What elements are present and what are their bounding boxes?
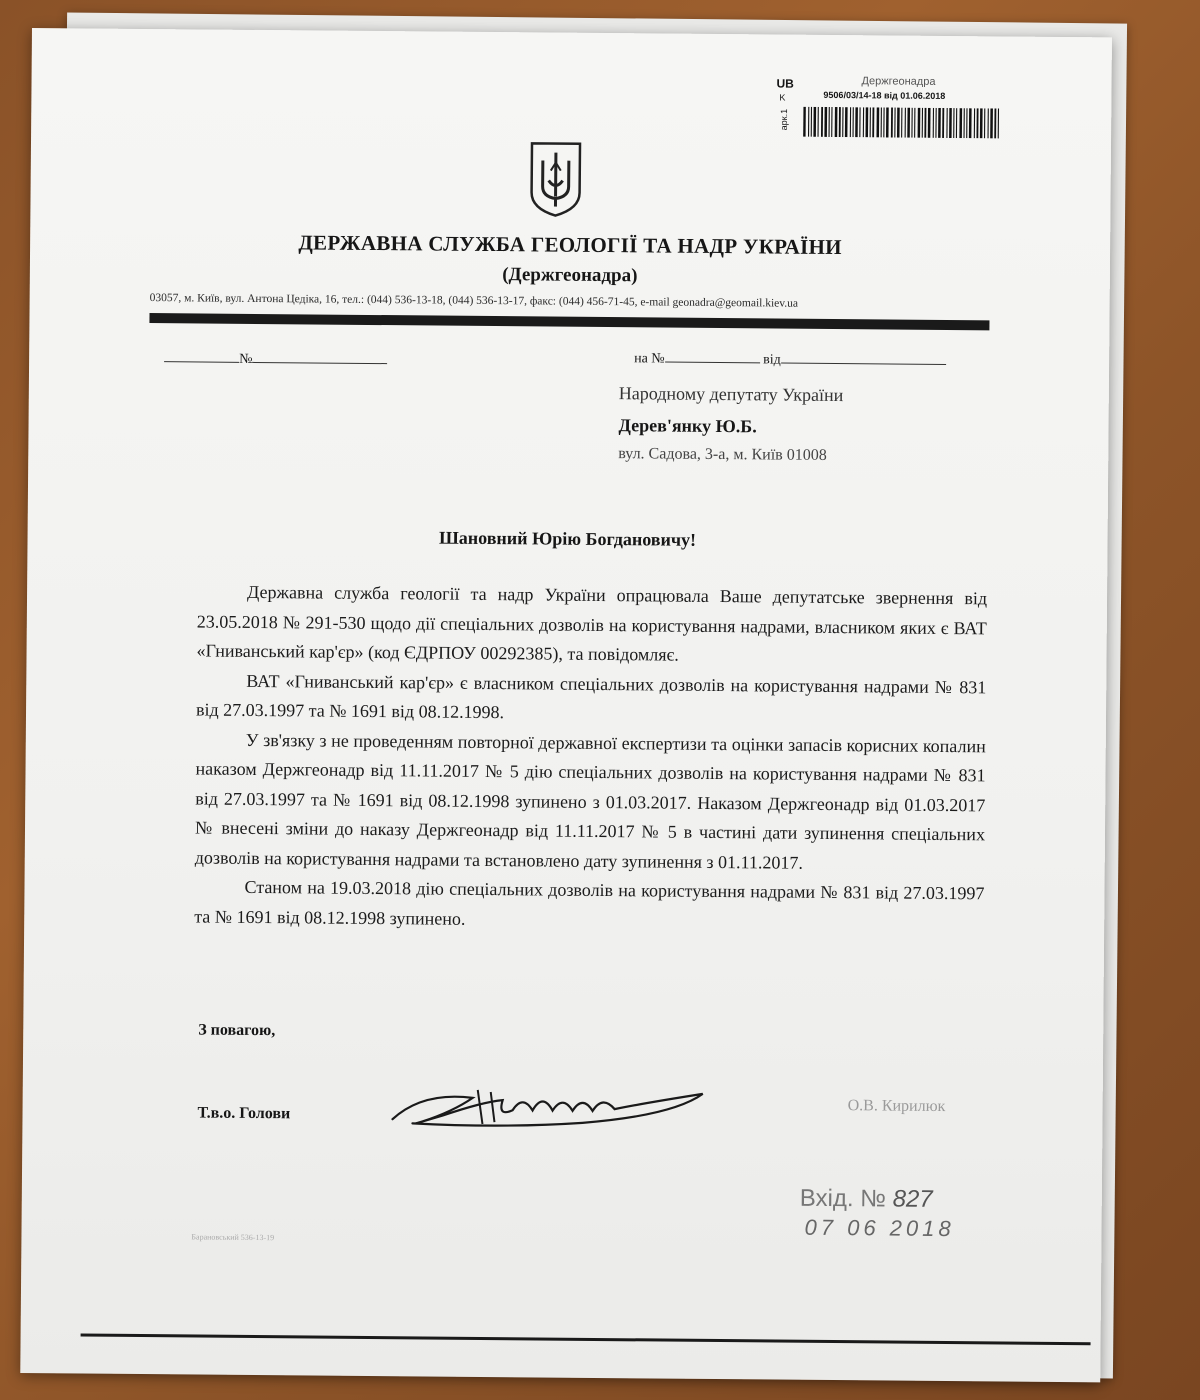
barcode-bar — [928, 108, 931, 138]
barcode-bar — [980, 108, 983, 138]
barcode-bar — [969, 108, 972, 138]
barcode-bar — [914, 108, 915, 138]
barcode-bar — [813, 107, 816, 137]
barcode-bar — [803, 107, 806, 137]
barcode-bar — [859, 107, 860, 137]
barcode-bar — [990, 108, 993, 138]
letter-body — [194, 577, 987, 938]
addressee-name: Дерев'янку Ю.Б. — [618, 415, 757, 437]
barcode-bar — [907, 108, 910, 138]
barcode-bar — [894, 108, 895, 138]
barcode-bar — [901, 108, 902, 138]
organization-short-name: (Держгеонадра) — [502, 264, 638, 287]
barcode-bar — [872, 107, 874, 137]
incoming-stamp — [800, 1185, 933, 1214]
barcode-bar — [891, 108, 893, 138]
barcode-bar — [821, 107, 823, 137]
registration-ub: UB — [776, 76, 794, 91]
body-paragraph-2: ВАТ «Гниванський кар'єр» є власником спеціальних дозволів на користування надрами № 831 від 27.03.1997 та № 1691 від 08.12.1998. — [195, 670, 987, 723]
barcode-bar — [876, 107, 879, 137]
barcode-bar — [976, 108, 978, 138]
barcode-bar — [881, 107, 882, 137]
body-paragraph-4: Станом на 19.03.2018 дію спеціальних дозволів на користування надрами № 831 від 27.03.1997 та № 1691 від 08.12.1998 зупинено. — [194, 876, 985, 929]
executor-footnote: Барановський 536-13-19 — [191, 1232, 275, 1243]
barcode-bar — [835, 107, 838, 137]
barcode-bar — [946, 108, 947, 138]
incoming-label: Вхід. № — [799, 1184, 887, 1213]
signer-title: Т.в.о. Голови — [197, 1104, 291, 1123]
barcode-icon — [803, 107, 1001, 139]
letter-page — [20, 28, 1112, 1382]
barcode-bar — [949, 108, 952, 138]
barcode-bar — [905, 108, 906, 138]
barcode-bar — [994, 108, 996, 138]
addressee-address: вул. Садова, 3-а, м. Київ 01008 — [618, 445, 827, 464]
barcode-bar — [935, 108, 936, 138]
organization-address: 03057, м. Київ, вул. Антона Цедіка, 16, тел.: (044) 536-13-18, (044) 536-13-17, факс: (044) 456-71-45, e-mail geonadra@geomail.kiev.ua — [149, 292, 799, 310]
barcode-bar — [956, 108, 957, 138]
barcode-bar — [897, 108, 900, 138]
barcode-bar — [839, 107, 841, 137]
signer-name: О.В. Кирилюк — [847, 1097, 946, 1116]
registration-k: K — [779, 92, 786, 103]
barcode-bar — [863, 107, 864, 137]
registration-number: 9506/03/14-18 від 01.06.2018 — [823, 89, 946, 101]
barcode-bar — [850, 107, 851, 137]
outgoing-reference — [164, 347, 388, 369]
barcode-bar — [883, 107, 884, 137]
header-divider — [149, 313, 989, 330]
barcode-bar — [870, 107, 871, 137]
incoming-number: 827 — [892, 1185, 933, 1213]
barcode-bar — [824, 107, 827, 137]
ref-on-label: на № — [634, 351, 665, 367]
barcode-bar — [924, 108, 926, 138]
footer-divider — [81, 1333, 1091, 1345]
barcode-bar — [974, 108, 975, 138]
barcode-bar — [845, 107, 848, 137]
ref-from-label: від — [763, 352, 781, 368]
barcode-bar — [942, 108, 944, 138]
barcode-bar — [828, 107, 829, 137]
barcode-bar — [886, 107, 889, 137]
barcode-bar — [933, 108, 934, 138]
barcode-bar — [911, 108, 912, 138]
barcode-bar — [842, 107, 843, 137]
registration-sheet: арк.1 — [778, 108, 790, 131]
barcode-bar — [963, 108, 964, 138]
barcode-bar — [938, 108, 941, 138]
barcode-bar — [852, 107, 853, 137]
barcode-bar — [831, 107, 832, 137]
greeting: Шановний Юрію Богдановичу! — [438, 527, 697, 550]
incoming-reference — [634, 347, 946, 370]
barcode-bar — [984, 108, 985, 138]
barcode-bar — [922, 108, 923, 138]
coat-of-arms-icon — [528, 140, 583, 218]
body-paragraph-3: У зв'язку з не проведенням повторної державної експертизи та оцінки запасів корисних копалин наказом Держгеонадр від 11.11.2017 № 5 дію спеціальних дозволів на користування надрами № 831 від 27.03.1997 та № 1691 від 08.12.1998 зупинено з 01.03.2017. Наказом Держгеонадр від 01.03.2017 № внесені зміни до наказу Держгеонадр від 11.11.2017 № 5 в частині дати зупинення спеціальних дозволів на користування надрами та встановлено дату зупинення з 01.11.2017. — [194, 729, 986, 873]
signature-icon — [382, 1071, 713, 1134]
barcode-bar — [855, 107, 858, 137]
barcode-bar — [811, 107, 812, 137]
barcode-bar — [817, 107, 818, 137]
barcode-bar — [918, 108, 921, 138]
registration-agency: Держгеонадра — [861, 75, 936, 88]
closing: З повагою, — [198, 1021, 276, 1040]
barcode-bar — [987, 108, 988, 138]
organization-title: ДЕРЖАВНА СЛУЖБА ГЕОЛОГІЇ ТА НАДР УКРАЇНИ — [298, 230, 842, 260]
barcode-bar — [865, 107, 868, 137]
body-paragraph-1: Державна служба геології та надр України опрацювала Ваше депутатське звернення від 23.05.2018 № 291-530 щодо дії спеціальних дозволів на користування надрами, власником яких є ВАТ «Гниванський кар'єр» (код ЄДРПОУ 00292385), та повідомляє. — [196, 581, 988, 665]
barcode-bar — [953, 108, 954, 138]
ref-no-label: № — [239, 351, 253, 367]
incoming-date: 07 06 2018 — [804, 1214, 955, 1242]
barcode-bar — [959, 108, 962, 138]
addressee-title: Народному депутату України — [618, 383, 844, 406]
barcode-bar — [808, 107, 809, 137]
barcode-bar — [998, 108, 999, 138]
barcode-bar — [966, 108, 967, 138]
